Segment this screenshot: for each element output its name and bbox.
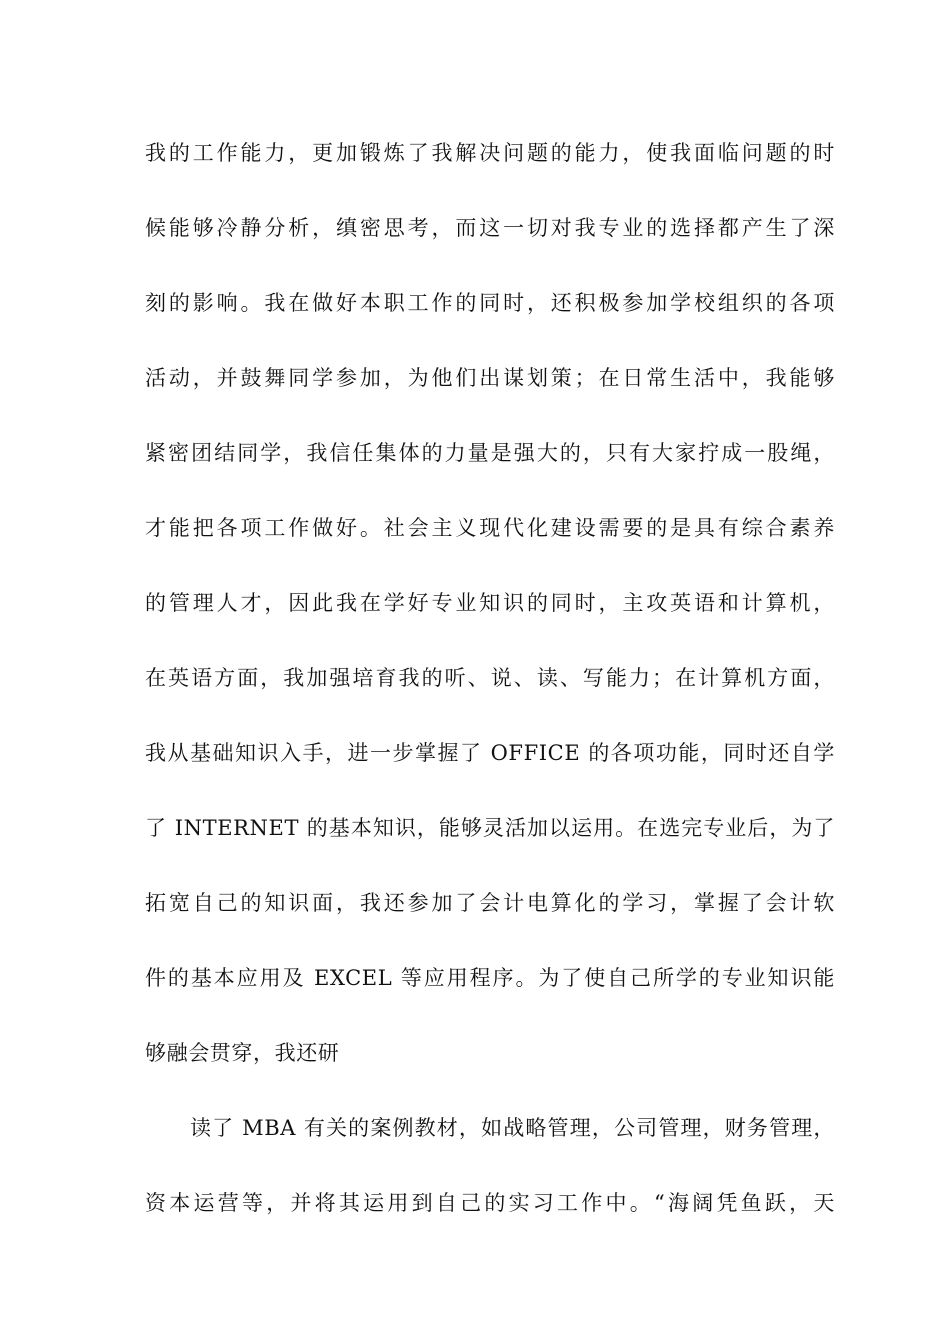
text-line: 刻的影响。我在做好本职工作的同时，还积极参加学校组织的各项 [145,291,835,315]
text-line: 活动，并鼓舞同学参加，为他们出谋划策；在日常生活中，我能够 [145,366,835,390]
text-line: 我的工作能力，更加锻炼了我解决问题的能力，使我面临问题的时 [145,141,835,165]
text-line: 件的基本应用及 EXCEL 等应用程序。为了使自己所学的专业知识能 [145,966,835,990]
text-line: 才能把各项工作做好。社会主义现代化建设需要的是具有综合素养 [145,516,835,540]
text-line: 在英语方面，我加强培育我的听、说、读、写能力；在计算机方面， [145,666,835,690]
text-line: 我从基础知识入手，进一步掌握了 OFFICE 的各项功能，同时还自学 [145,741,835,765]
text-line: 候能够冷静分析，缜密思考，而这一切对我专业的选择都产生了深 [145,216,835,240]
text-line: 的管理人才，因此我在学好专业知识的同时，主攻英语和计算机， [145,591,835,615]
text-line: 拓宽自己的知识面，我还参加了会计电算化的学习，掌握了会计软 [145,891,835,915]
text-line: 资本运营等，并将其运用到自己的实习工作中。“海阔凭鱼跃，天 [145,1191,835,1215]
text-line: 紧密团结同学，我信任集体的力量是强大的，只有大家拧成一股绳， [145,441,835,465]
text-line: 读了 MBA 有关的案例教材，如战略管理，公司管理，财务管理， [190,1116,835,1140]
text-line: 够融会贯穿，我还研 [145,1041,340,1065]
text-line: 了 INTERNET 的基本知识，能够灵活加以运用。在选完专业后，为了 [145,816,835,840]
